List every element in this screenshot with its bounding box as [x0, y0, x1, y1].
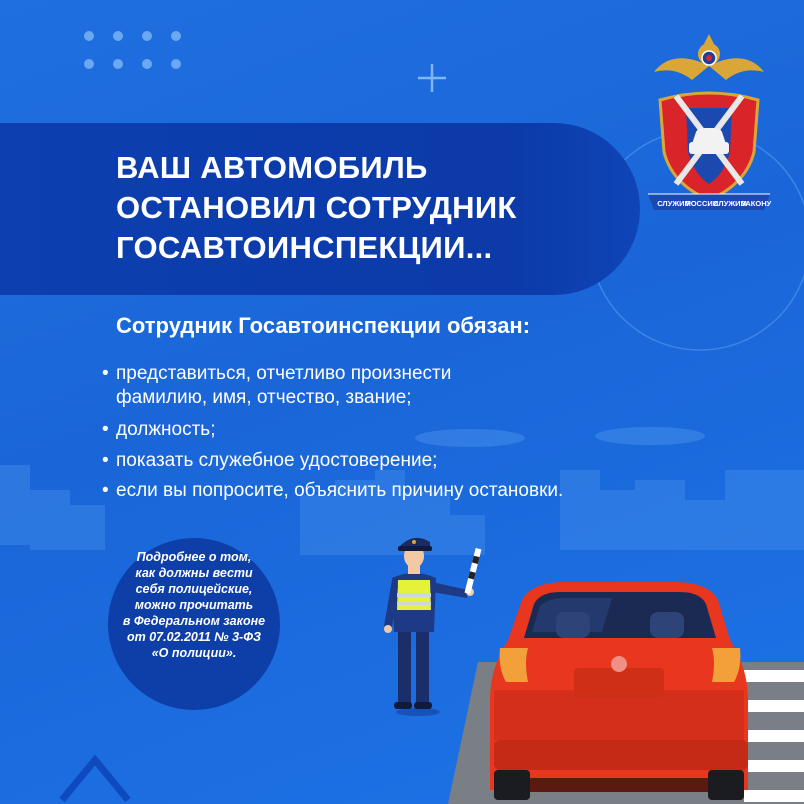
info-line: как должны вести	[135, 566, 253, 580]
info-line: «О полиции».	[151, 646, 237, 660]
bullet: •	[102, 363, 109, 384]
ribbon-word: ЗАКОНУ	[740, 199, 772, 208]
duties-title: Сотрудник Госавтоинспекции обязан:	[116, 313, 531, 338]
info-line: себя полицейские,	[135, 582, 253, 596]
duty-text: если вы попросите, объяснить причину остановки.	[116, 480, 564, 501]
red-car-illustration	[490, 582, 748, 800]
duty-text-continuation: фамилию, имя, отчество, звание;	[116, 387, 412, 408]
ribbon-word: СЛУЖИМ	[713, 199, 747, 208]
duty-text: представиться, отчетливо произнести	[116, 363, 452, 384]
police-officer-illustration	[384, 538, 481, 716]
headline-line: ВАШ АВТОМОБИЛЬ	[116, 150, 428, 185]
headline-line: ГОСАВТОИНСПЕКЦИИ...	[116, 230, 493, 265]
ribbon-word: СЛУЖИМ	[657, 199, 691, 208]
headline-line: ОСТАНОВИЛ СОТРУДНИК	[116, 190, 517, 225]
bullet: •	[102, 450, 109, 471]
duty-text: показать служебное удостоверение;	[116, 450, 438, 471]
info-line: в Федеральном законе	[122, 614, 266, 628]
bullet: •	[102, 419, 109, 440]
bullet: •	[102, 480, 109, 501]
info-line: можно прочитать	[134, 598, 254, 612]
ribbon-word: РОССИИ	[685, 199, 719, 208]
duty-text: должность;	[116, 419, 216, 440]
info-line: от 07.02.2011 № 3-ФЗ	[126, 630, 262, 644]
info-line: Подробнее о том,	[136, 550, 252, 564]
